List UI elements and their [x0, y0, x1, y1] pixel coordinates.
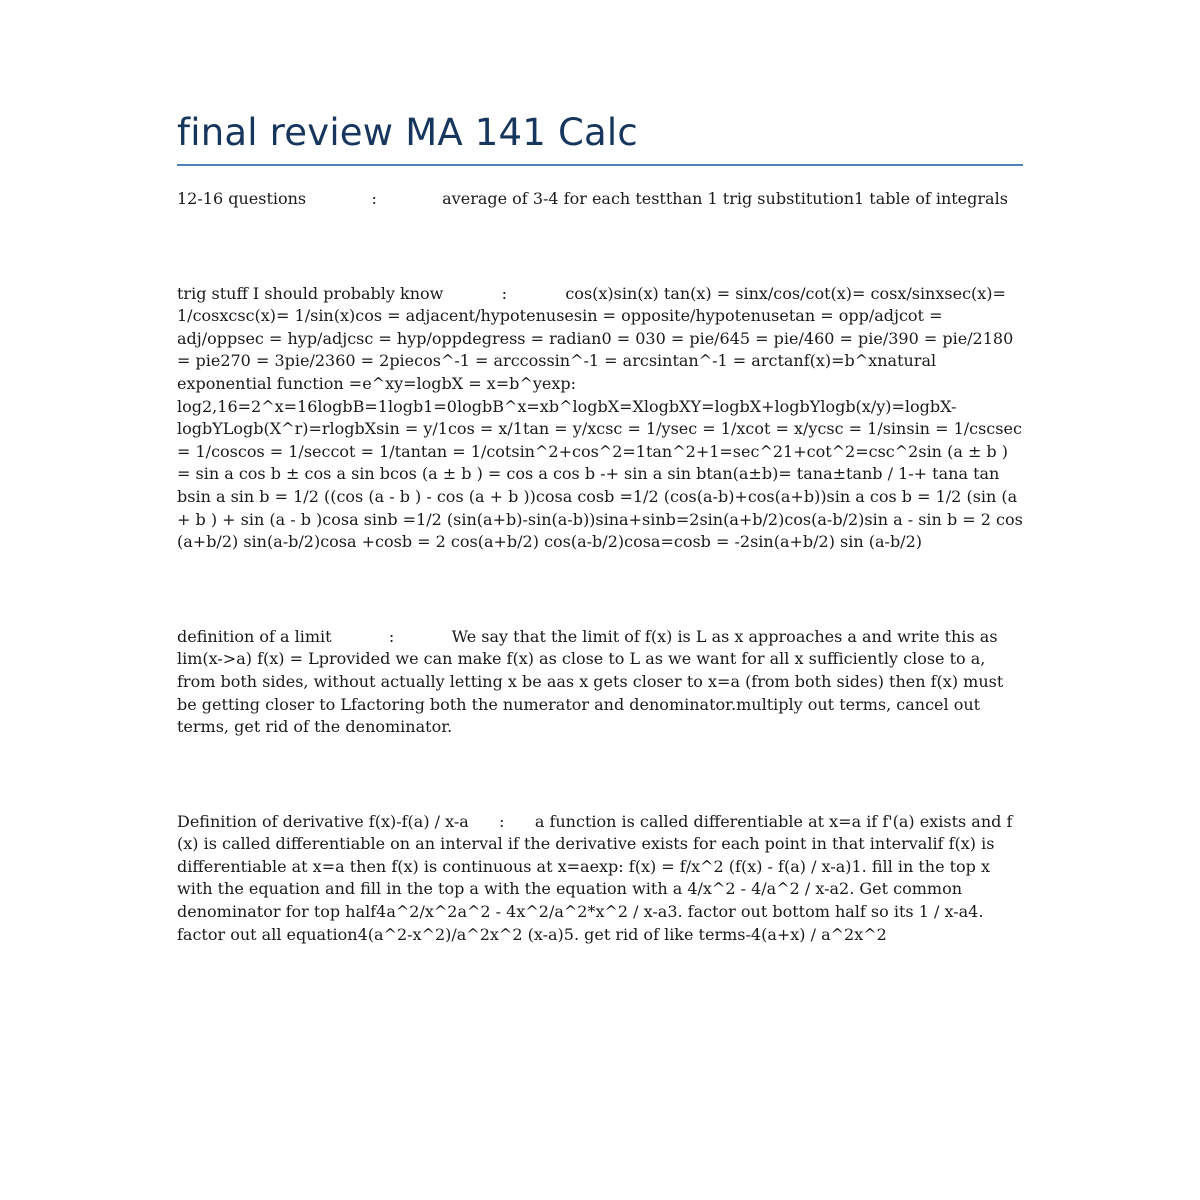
section-separator: : — [388, 626, 395, 646]
section-separator: : — [501, 283, 508, 303]
section-trig-stuff — [177, 283, 1023, 554]
section-definition: average of 3-4 for each testthan 1 trig substitution1 table of integrals — [442, 189, 1008, 208]
section-questions — [177, 188, 1023, 211]
document-page — [177, 110, 1023, 946]
section-term: 12-16 questions — [177, 189, 307, 208]
document-title: final review MA 141 Calc — [177, 111, 638, 154]
section-term: definition of a limit — [177, 626, 332, 646]
section-limit-definition — [177, 626, 1023, 739]
section-separator: : — [499, 811, 505, 831]
section-derivative-definition — [177, 811, 1023, 947]
section-term: Definition of derivative f(x)-f(a) / x-a — [177, 811, 469, 831]
section-separator: : — [371, 189, 377, 208]
section-definition: cos(x)sin(x) tan(x) = sinx/cos/cot(x)= cosx/sinxsec(x)= 1/cosxcsc(x)= 1/sin(x)cos = adjacent/hypotenusesin = opposite/hypotenusetan = opp/adjcot = adj/oppsec = hyp/adjcsc = hyp/oppdegress = radian0 = 030 = pie/645 = pie/460 = pie/390 = pie/2180 = pie270 = 3pie/2360 = 2piecos^-1 = arccossin^-1 = arcsintan^-1 = arctanf(x)=b^xnatural exponential function =e^xy=logbX = x=b^yexp: log2,16=2^x=16logbB=1logb1=0logbB^x=xb^logbX=XlogbXY=logbX+logbYlogb(x/y)=logbX-logbYLogb(X^r)=rlogbXsin = y/1cos = x/1tan = y/xcsc = 1/ysec = 1/xcot = x/ycsc = 1/sinsin = 1/cscsec = 1/coscos = 1/seccot = 1/tantan = 1/cotsin^2+cos^2=1tan^2+1=sec^21+cot^2=csc^2sin (a ± b ) = sin a cos b ± cos a sin bcos (a ± b ) = cos a cos b -+ sin a sin btan(a±b)= tana±tanb / 1-+ tana tan bsin a sin b = 1/2 ((cos (a - b ) - cos (a + b ))cosa cosb =1/2 (cos(a-b)+cos(a+b))sin a cos b = 1/2 (sin (a + b ) + sin (a - b )cosa sinb =1/2 (sin(a+b)-sin(a-b))sina+sinb=2sin(a+b/2)cos(a-b/2)sin a - sin b = 2 cos (a+b/2) sin(a-b/2)cosa +cosb = 2 cos(a+b/2) cos(a-b/2)cosa=cosb = -2sin(a+b/2) sin (a-b/2) — [177, 283, 1023, 552]
section-definition: a function is called differentiable at x=a if f'(a) exists and f (x) is called differentiable on an interval if the derivative exists for each point in that intervalif f(x) is differentiable at x=a then f(x) is continuous at x=aexp: f(x) = f/x^2 (f(x) - f(a) / x-a)1. fill in the top x with the equation and fill in the top a with the equation with a 4/x^2 - 4/a^2 / x-a2. Get common denominator for top half4a^2/x^2a^2 - 4x^2/a^2*x^2 / x-a3. factor out bottom half so its 1 / x-a4. factor out all equation4(a^2-x^2)/a^2x^2 (x-a)5. get rid of like terms-4(a+x) / a^2x^2 — [177, 811, 1013, 944]
section-term: trig stuff I should probably know — [177, 283, 444, 303]
section-definition: We say that the limit of f(x) is L as x approaches a and write this as lim(x->a) f(x) = Lprovided we can make f(x) as close to L as we want for all x sufficiently close to a, from both sides, without actually letting x be aas x gets closer to x=a (from both sides) then f(x) must be getting closer to Lfactoring both the numerator and denominator.multiply out terms, cancel out terms, get rid of the denominator. — [177, 626, 1004, 737]
title-underline-divider — [177, 164, 1023, 166]
